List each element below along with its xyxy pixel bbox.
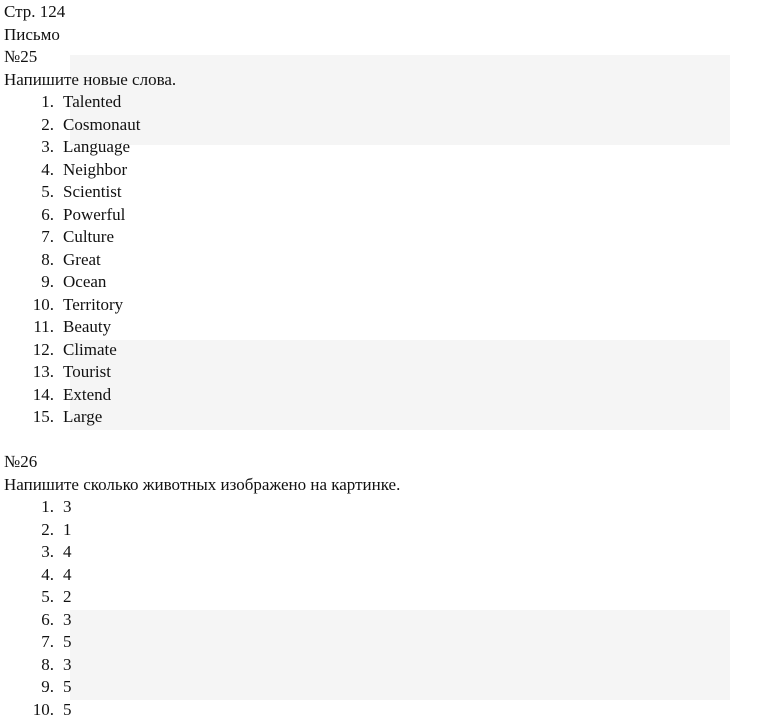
- word-list-item: [4, 136, 774, 159]
- list-item-number: 6.: [41, 609, 54, 629]
- list-item-number: 11.: [33, 317, 54, 336]
- word-list-item: [4, 204, 774, 227]
- list-item-answer: Talented: [63, 92, 122, 111]
- exercise-25-word-list: [4, 91, 774, 429]
- list-item-number: 12.: [32, 339, 54, 359]
- word-list-item: [4, 226, 774, 249]
- exercise-26-count-list: [4, 496, 774, 721]
- list-item-number: 5.: [41, 587, 54, 606]
- count-list-item: [4, 609, 774, 632]
- document-page: [4, 1, 774, 721]
- word-list-item: [4, 316, 774, 339]
- word-list-item: [4, 339, 774, 362]
- word-list-item: [4, 294, 774, 317]
- list-item-answer: Culture: [63, 227, 114, 246]
- list-item-answer: Great: [63, 249, 101, 269]
- count-list-item: [4, 654, 774, 677]
- page-reference: Стр. 124: [4, 2, 66, 21]
- count-list-item: [4, 541, 774, 564]
- list-item-number: 7.: [41, 227, 54, 246]
- list-item-answer: 5: [63, 699, 72, 719]
- list-item-number: 3.: [41, 542, 54, 561]
- list-item-number: 10.: [32, 294, 54, 314]
- count-list-item: [4, 699, 774, 721]
- exercise-25-number: №25: [4, 47, 38, 66]
- exercise-25-instruction: Напишите новые слова.: [4, 69, 177, 89]
- word-list-item: [4, 384, 774, 407]
- word-list-item: [4, 91, 774, 114]
- list-item-answer: Beauty: [63, 317, 112, 336]
- count-list-item: [4, 676, 774, 699]
- list-item-number: 8.: [41, 654, 54, 674]
- list-item-number: 2.: [41, 114, 54, 134]
- list-item-number: 9.: [41, 677, 54, 696]
- list-item-number: 6.: [41, 204, 54, 224]
- list-item-answer: Territory: [63, 294, 124, 314]
- list-item-number: 15.: [32, 407, 54, 426]
- count-list-item: [4, 519, 774, 542]
- list-item-number: 3.: [41, 137, 54, 156]
- word-list-item: [4, 114, 774, 137]
- list-item-answer: 5: [63, 632, 72, 651]
- count-list-item: [4, 496, 774, 519]
- list-item-answer: Language: [63, 137, 131, 156]
- word-list-item: [4, 159, 774, 182]
- list-item-number: 5.: [41, 182, 54, 201]
- list-item-answer: 2: [63, 587, 72, 606]
- list-item-number: 4.: [41, 159, 54, 179]
- word-list-item: [4, 361, 774, 384]
- list-item-answer: Large: [63, 407, 103, 426]
- list-item-number: 1.: [41, 497, 54, 516]
- exercise-26-number: №26: [4, 452, 38, 471]
- list-item-answer: 3: [63, 654, 72, 674]
- list-item-answer: Neighbor: [63, 159, 128, 179]
- list-item-answer: 3: [63, 609, 72, 629]
- word-list-item: [4, 406, 774, 429]
- list-item-number: 14.: [32, 384, 54, 404]
- count-list-item: [4, 586, 774, 609]
- count-list-item: [4, 564, 774, 587]
- count-list-item: [4, 631, 774, 654]
- list-item-answer: Extend: [63, 384, 112, 404]
- list-item-number: 9.: [41, 272, 54, 291]
- list-item-answer: Ocean: [63, 272, 107, 291]
- word-list-item: [4, 271, 774, 294]
- list-item-answer: Tourist: [63, 362, 111, 381]
- word-list-item: [4, 249, 774, 272]
- list-item-answer: 5: [63, 677, 72, 696]
- list-item-number: 1.: [41, 92, 54, 111]
- list-item-answer: Cosmonaut: [63, 114, 141, 134]
- list-item-answer: 3: [63, 497, 72, 516]
- list-item-answer: 4: [63, 542, 72, 561]
- list-item-number: 10.: [32, 699, 54, 719]
- section-heading: Письмо: [4, 24, 60, 44]
- exercise-26-instruction: Напишите сколько животных изображено на картинке.: [4, 474, 401, 494]
- list-item-answer: 4: [63, 564, 72, 584]
- list-item-number: 8.: [41, 249, 54, 269]
- list-item-answer: Powerful: [63, 204, 126, 224]
- word-list-item: [4, 181, 774, 204]
- list-item-answer: 1: [63, 519, 72, 539]
- list-item-number: 2.: [41, 519, 54, 539]
- list-item-answer: Climate: [63, 339, 117, 359]
- list-item-answer: Scientist: [63, 182, 122, 201]
- list-item-number: 4.: [41, 564, 54, 584]
- list-item-number: 13.: [32, 362, 54, 381]
- section-spacer: [4, 429, 774, 452]
- list-item-number: 7.: [41, 632, 54, 651]
